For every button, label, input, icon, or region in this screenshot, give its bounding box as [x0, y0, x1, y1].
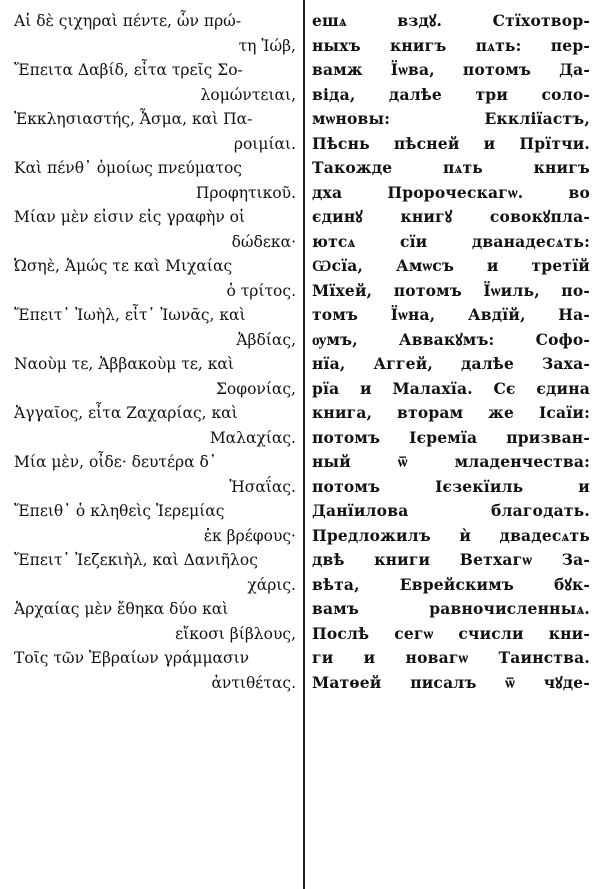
- slavonic-line: Ѡсїа, Амѡсъ и третїй: [312, 256, 590, 275]
- slavonic-line: вѣта, Еврейскимъ бꙋк-: [312, 574, 590, 594]
- greek-line: Μία μὲν, οἶδε· δευτέρα δ᾽: [14, 453, 217, 471]
- slavonic-line: ютсѧ сїи дванадесѧть:: [312, 231, 590, 251]
- greek-line: Ναοὺμ τε, Ἀββακοὺμ τε, καὶ: [14, 355, 234, 373]
- greek-line: ὁ τρίτος.: [226, 281, 296, 300]
- greek-line: ἐκ βρέφους·: [203, 526, 296, 545]
- slavonic-line: потомъ Ієремїа призван-: [312, 427, 590, 447]
- slavonic-line: вамъ равночисленныѧ.: [312, 599, 590, 618]
- greek-line: Αἱ δὲ ςιχηραὶ πέντε, ὧν πρώ-: [14, 12, 242, 30]
- slavonic-line: дха Пророческагѡ. во: [312, 182, 590, 202]
- slavonic-line: Мїхей, потомъ Їѡиль, по-: [312, 280, 590, 300]
- greek-line: Προφητικοῦ.: [195, 183, 296, 202]
- greek-line: Ἔπειθ᾽ ὁ κληθεὶς Ἱερεμίας: [14, 502, 225, 520]
- greek-line: Ἀβδίας,: [236, 330, 296, 349]
- slavonic-line: Такожде пѧть книгъ: [312, 158, 590, 177]
- slavonic-line: рїа и Малахїа. Сє єдина: [312, 378, 590, 398]
- greek-line: δώδεκα·: [231, 232, 296, 251]
- greek-line: τη Ἰώβ,: [238, 36, 296, 55]
- greek-line: εἴκοσι βίβλους,: [175, 624, 296, 643]
- greek-line: Καὶ πένθ᾽ ὁμοίως πνεύματος: [14, 159, 242, 177]
- slavonic-line: Послѣ сегѡ счисли кни-: [312, 623, 590, 643]
- slavonic-line: ныхъ книгъ пѧть: пер-: [312, 35, 590, 55]
- slavonic-line: Пѣснь пѣсней и Прїтчи.: [312, 133, 590, 153]
- greek-line: Τοῖς τῶν Ἑβραίων γράμμασιν: [14, 649, 250, 667]
- slavonic-line: віда, далѣе три соло-: [312, 84, 590, 104]
- greek-text-column: [14, 9, 296, 695]
- greek-line: λομώντειαι,: [200, 85, 296, 104]
- greek-line: Ἀρχαίας μὲν ἔθηκα δύο καὶ: [14, 600, 229, 618]
- slavonic-line: ги и новагѡ Таинства.: [312, 648, 590, 667]
- slavonic-line: нїа, Аггей, далѣе Заха-: [312, 354, 590, 373]
- greek-line: Ἡσαΐας.: [229, 477, 296, 496]
- slavonic-line: ѹмъ, Аввакꙋмъ: Софо-: [312, 329, 590, 349]
- slavonic-line: Данїилова благодать.: [312, 501, 590, 520]
- greek-line: Ἐκκλησιαστής, Ἆσμα, καὶ Πα-: [14, 110, 253, 128]
- greek-line: ἀντιθέτας.: [211, 673, 296, 692]
- slavonic-line: Предложилъ ѝ двадесѧть: [312, 525, 590, 545]
- slavonic-line: вамж Їѡва, потомъ Да-: [312, 60, 590, 79]
- slavonic-line: двѣ книги Ветхагѡ За-: [312, 550, 590, 569]
- slavonic-line: томъ Їѡна, Авдїй, На-: [312, 305, 590, 324]
- greek-line: Ὠσηὲ, Ἀμώς τε καὶ Μιχαίας: [14, 257, 233, 275]
- greek-line: Σοφονίας,: [215, 379, 296, 398]
- greek-line: Ἀγγαῖος, εἶτα Ζαχαρίας, καὶ: [14, 404, 238, 422]
- greek-line: Ἔπειτ᾽ Ἰεζεκιὴλ, καὶ Δανιῆλος: [14, 551, 258, 569]
- greek-line: ροιμίαι.: [233, 134, 296, 153]
- greek-line: χάρις.: [247, 575, 296, 594]
- greek-line: Ἔπειτ᾽ Ἰωὴλ, εἶτ᾽ Ἰωνᾶς, καὶ: [14, 306, 246, 324]
- slavonic-line: мѡновы: Еккліїастъ,: [312, 109, 590, 128]
- column-divider: [303, 0, 305, 889]
- slavonic-line: потомъ Ієзекїиль и: [312, 476, 590, 496]
- slavonic-line: Матѳей писалъ ѿ чꙋде-: [312, 672, 590, 692]
- slavonic-line: єдинꙋ книгꙋ совокꙋпла-: [312, 207, 590, 226]
- greek-line: Μίαν μὲν εἰσιν εἰς γραφὴν οἱ: [14, 208, 246, 226]
- slavonic-line: ешѧ вздꙋ. Стїхотвор-: [312, 11, 590, 30]
- slavonic-line: ный ѿ младенчества:: [312, 452, 590, 471]
- slavonic-text-column: [312, 9, 590, 695]
- greek-line: Ἔπειτα Δαβίδ, εἶτα τρεῖς Σο-: [14, 61, 243, 79]
- slavonic-line: книга, вторам же Ісаїи:: [312, 403, 590, 422]
- greek-line: Μαλαχίας.: [209, 428, 296, 447]
